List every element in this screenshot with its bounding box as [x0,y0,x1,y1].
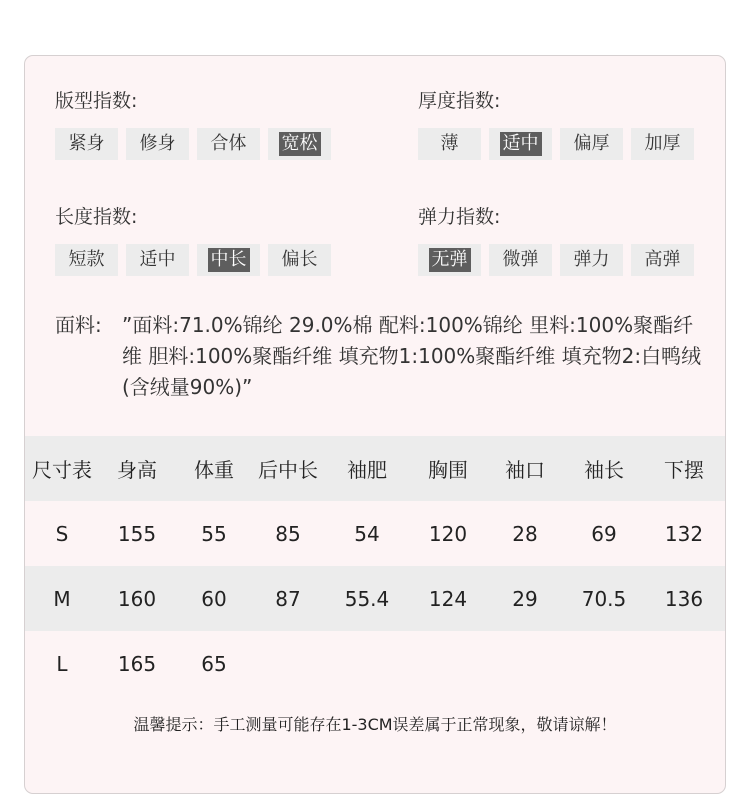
column-header: 袖肥 [347,458,387,482]
table-cell: 28 [512,521,538,546]
fit-option: 修身 [126,128,189,160]
fit-option-selected: 宽松 [268,128,331,160]
fit-option: 合体 [197,128,260,160]
elasticity-option: 弹力 [560,244,623,276]
fit-index [55,89,339,160]
length-option: 适中 [126,244,189,276]
table-cell: 120 [428,521,468,546]
table-cell: 65 [201,651,227,676]
column-header: 袖长 [584,458,624,482]
table-cell: 70.5 [581,586,627,611]
thickness-option: 加厚 [631,128,694,160]
size-table [25,436,725,696]
table-cell: 155 [117,521,157,546]
column-header: 胸围 [428,458,468,482]
table-row [25,566,725,631]
column-header: 体重 [194,458,234,482]
thickness-option: 偏厚 [560,128,623,160]
table-cell: 85 [275,521,301,546]
table-cell: L [56,651,68,676]
elasticity-index-title: 弹力指数: [418,206,501,228]
fabric-value: ”面料:71.0%锦纶 29.0%棉 配料:100%锦纶 里料:100%聚酯纤维 胆料:100%聚酯纤维 填充物1:100%聚酯纤维 填充物2:白鸭绒 (含绒量90%)” [122,313,702,399]
table-cell: 55 [201,521,227,546]
length-index-title: 长度指数: [55,206,138,228]
thickness-index [418,89,702,160]
column-header: 下摆 [664,458,704,482]
fabric-label: 面料: [55,313,102,337]
length-index [55,205,339,276]
thickness-option-selected: 适中 [489,128,552,160]
column-header: 身高 [117,458,157,482]
elasticity-option: 微弹 [489,244,552,276]
elasticity-option-selected: 无弹 [418,244,481,276]
length-option-selected: 中长 [197,244,260,276]
fit-index-title: 版型指数: [55,90,138,112]
measurement-note: 温馨提示：手工测量可能存在1-3CM误差属于正常现象，敬请谅解！ [133,715,617,734]
thickness-index-title: 厚度指数: [418,90,501,112]
table-row [25,631,725,696]
size-info-card [24,55,726,794]
fit-option: 紧身 [55,128,118,160]
table-cell: 160 [117,586,157,611]
table-cell: 132 [664,521,704,546]
elasticity-index [418,205,702,276]
table-cell: M [53,586,71,611]
table-header-row [25,436,725,501]
table-cell: 165 [117,651,157,676]
table-cell: 136 [664,586,704,611]
length-option: 短款 [55,244,118,276]
elasticity-option: 高弹 [631,244,694,276]
table-cell: 60 [201,586,227,611]
table-cell: 55.4 [344,586,390,611]
column-header: 尺寸表 [32,458,92,482]
table-row [25,501,725,566]
thickness-option: 薄 [418,128,481,160]
length-option: 偏长 [268,244,331,276]
table-cell: S [55,521,69,546]
table-cell: 29 [512,586,538,611]
table-cell: 124 [428,586,468,611]
table-cell: 87 [275,586,301,611]
column-header: 袖口 [505,458,545,482]
table-cell: 69 [591,521,617,546]
table-cell: 54 [354,521,380,546]
column-header: 后中长 [258,458,318,482]
